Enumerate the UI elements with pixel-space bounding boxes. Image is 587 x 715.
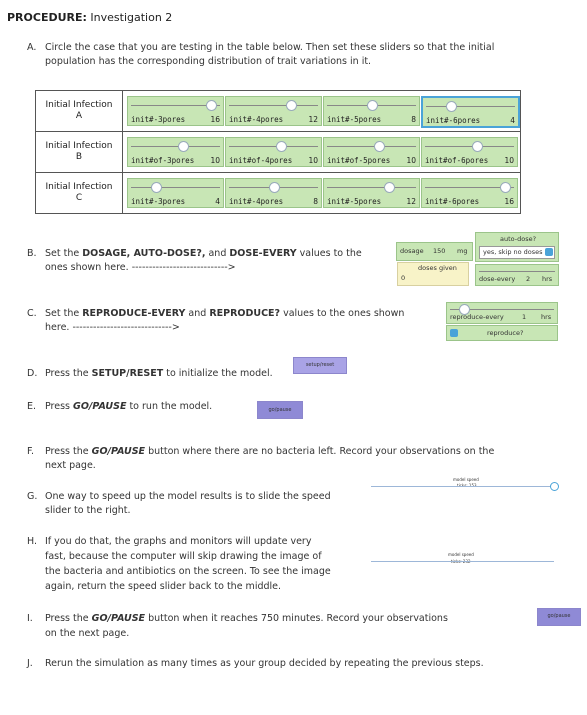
slider-knob[interactable]: [151, 182, 162, 193]
reproduce-switch[interactable]: [446, 325, 558, 341]
title-rest: Investigation 2: [86, 11, 173, 24]
dosage-value: 150: [433, 247, 446, 255]
slider-knob[interactable]: [276, 141, 287, 152]
init-slider[interactable]: [323, 178, 420, 208]
step-g-line1: One way to speed up the model results is to slide the speed: [45, 491, 331, 502]
slider-track: [131, 146, 220, 147]
step-a-letter: A.: [27, 42, 37, 53]
step-d-line: [45, 367, 273, 380]
checkbox-icon[interactable]: [450, 329, 458, 337]
init-slider[interactable]: [225, 178, 322, 208]
slider-label: init#of-6pores: [425, 156, 489, 165]
step-c-text: and: [185, 308, 210, 319]
step-b-text: Set the: [45, 248, 83, 259]
table-row: [36, 173, 521, 214]
reproduce-label: reproduce?: [487, 329, 524, 337]
speed-slider-knob[interactable]: [550, 482, 559, 491]
slider-value: 16: [504, 197, 514, 206]
row-label-title: Initial Infection: [45, 100, 113, 110]
step-e-bold: GO/PAUSE: [73, 401, 127, 412]
auto-dose-value: yes, skip no doses: [483, 248, 543, 256]
row-label-letter: A: [75, 111, 83, 121]
slider-label: init#-3pores: [131, 197, 186, 206]
setup-reset-button[interactable]: setup/reset: [293, 357, 347, 374]
slider-value: 10: [308, 156, 318, 165]
step-h-line1: If you do that, the graphs and monitors will update very: [45, 536, 312, 547]
step-i-line2: on the next page.: [45, 628, 130, 639]
table-row: [36, 132, 521, 173]
row-label-title: Initial Infection: [45, 141, 113, 151]
row-label: [36, 173, 123, 214]
slider-value: 10: [406, 156, 416, 165]
step-i-line1: [45, 612, 448, 625]
step-d-text: Press the: [45, 368, 92, 379]
slider-value: 4: [215, 197, 220, 206]
init-slider[interactable]: [323, 137, 420, 167]
step-g-line2: slider to the right.: [45, 505, 131, 516]
step-e-text: Press: [45, 401, 74, 412]
slider-knob[interactable]: [206, 100, 217, 111]
step-e-text: to run the model.: [126, 401, 213, 412]
init-slider[interactable]: [225, 137, 322, 167]
step-f-text: button where there are no bacteria left. Record your observations on the: [145, 446, 495, 457]
slider-value: 12: [406, 197, 416, 206]
speed-label: model speed: [448, 552, 474, 557]
step-f-line2: next page.: [45, 460, 96, 471]
slider-cell: [123, 91, 521, 132]
row-label: [36, 132, 123, 173]
slider-track: [327, 187, 416, 188]
step-j-letter: J.: [27, 658, 33, 669]
step-c-letter: C.: [27, 308, 37, 319]
slider-knob[interactable]: [384, 182, 395, 193]
slider-label: init#-6pores: [425, 197, 480, 206]
slider-knob[interactable]: [269, 182, 280, 193]
row-label: [36, 91, 123, 132]
go-pause-button-2[interactable]: [537, 608, 581, 626]
step-b-bold: DOSAGE, AUTO-DOSE?,: [82, 248, 206, 259]
step-b-text: and: [205, 248, 230, 259]
dose-every-label: dose-every: [479, 275, 516, 283]
init-slider[interactable]: [421, 137, 518, 167]
auto-dose-chooser[interactable]: [475, 232, 559, 262]
step-c-text: Set the: [45, 308, 83, 319]
chevron-down-icon[interactable]: [545, 248, 553, 256]
step-j-line1: Rerun the simulation as many times as your group decided by repeating the previous steps.: [45, 658, 484, 669]
step-e-letter: E.: [27, 401, 37, 412]
speed-label: model speed: [453, 477, 479, 482]
slider-knob[interactable]: [472, 141, 483, 152]
slider-label: init#of-5pores: [327, 156, 391, 165]
dosage-slider[interactable]: [396, 242, 473, 261]
step-c-line1: [45, 307, 404, 320]
slider-label: init#-4pores: [229, 197, 284, 206]
init-slider[interactable]: [127, 96, 224, 126]
step-d-letter: D.: [27, 368, 38, 379]
step-g-letter: G.: [27, 491, 38, 502]
go-pause-label: go/pause: [268, 407, 292, 413]
step-b-line2: ones shown here. ---------------------------->: [45, 262, 236, 273]
step-a-line1: Circle the case that you are testing in the table below. Then set these sliders so that the initial: [45, 42, 495, 53]
step-h-letter: H.: [27, 536, 37, 547]
step-f-letter: F.: [27, 446, 34, 457]
slider-label: init#-4pores: [229, 115, 284, 124]
step-c-bold: REPRODUCE-EVERY: [82, 308, 186, 319]
slider-label: init#-6pores: [426, 116, 481, 125]
table-row: [36, 91, 521, 132]
slider-knob[interactable]: [446, 101, 457, 112]
slider-value: 4: [510, 116, 515, 125]
row-label-letter: C: [75, 193, 83, 203]
step-f-line1: [45, 445, 494, 458]
init-slider[interactable]: [127, 137, 224, 167]
speed-slider-track[interactable]: [371, 486, 554, 487]
dose-every-unit: hrs: [542, 275, 553, 283]
slider-track: [131, 187, 220, 188]
init-slider[interactable]: [421, 96, 520, 128]
step-d-text: to initialize the model.: [163, 368, 273, 379]
step-f-text: Press the: [45, 446, 92, 457]
step-d-bold: SETUP/RESET: [91, 368, 164, 379]
step-i-letter: I.: [27, 613, 33, 624]
slider-knob[interactable]: [178, 141, 189, 152]
slider-track: [229, 146, 318, 147]
go-pause-label: go/pause: [547, 613, 571, 619]
step-h-line3: the bacteria and antibiotics on the screen. To see the image: [45, 566, 331, 577]
auto-dose-label: auto-dose?: [500, 235, 537, 243]
slider-knob[interactable]: [367, 100, 378, 111]
init-slider[interactable]: [225, 96, 322, 126]
step-a-line2: population has the corresponding distribution of trait variations in it.: [45, 56, 372, 67]
step-h-line4: again, return the speed slider back to the middle.: [45, 581, 282, 592]
slider-value: 10: [504, 156, 514, 165]
title-bold: PROCEDURE:: [7, 11, 87, 24]
go-pause-button[interactable]: [257, 401, 303, 419]
doses-given-value: 0: [401, 274, 406, 282]
slider-track: [327, 146, 416, 147]
slider-knob[interactable]: [374, 141, 385, 152]
slider-label: init#-3pores: [131, 115, 186, 124]
dosage-unit: mg: [457, 247, 468, 255]
step-b-letter: B.: [27, 248, 37, 259]
slider-value: 12: [308, 115, 318, 124]
reproduce-every-unit: hrs: [541, 313, 552, 321]
slider-track: [479, 271, 555, 272]
init-slider[interactable]: [127, 178, 224, 208]
page-title: [7, 11, 172, 24]
slider-value: 8: [411, 115, 416, 124]
step-b-line1: [45, 247, 362, 260]
reproduce-every-value: 1: [522, 313, 527, 321]
auto-dose-select[interactable]: [479, 246, 555, 259]
step-b-bold: DOSE-EVERY: [229, 248, 297, 259]
slider-track: [229, 105, 318, 106]
step-i-bold: GO/PAUSE: [91, 613, 146, 624]
dose-every-slider[interactable]: [475, 264, 559, 286]
step-c-line2: here. ----------------------------->: [45, 322, 180, 333]
row-label-title: Initial Infection: [45, 182, 113, 192]
step-f-bold: GO/PAUSE: [91, 446, 146, 457]
slider-knob[interactable]: [286, 100, 297, 111]
slider-label: init#of-4pores: [229, 156, 293, 165]
slider-value: 8: [313, 197, 318, 206]
step-e-line: [45, 400, 212, 413]
slider-cell: [123, 173, 521, 214]
slider-label: init#of-3pores: [131, 156, 195, 165]
slider-label: init#-5pores: [327, 115, 382, 124]
row-label-letter: B: [75, 152, 83, 162]
step-i-text: button when it reaches 750 minutes. Record your observations: [145, 613, 448, 624]
dose-every-value: 2: [526, 275, 531, 283]
doses-given-monitor: [397, 262, 469, 286]
speed-slider-track[interactable]: [371, 561, 554, 562]
init-slider[interactable]: [421, 178, 518, 208]
step-h-line2: fast, because the computer will skip drawing the image of: [45, 551, 322, 562]
step-b-text: values to the: [296, 248, 362, 259]
slider-label: init#-5pores: [327, 197, 382, 206]
step-i-text: Press the: [45, 613, 92, 624]
step-c-text: values to the ones shown: [280, 308, 405, 319]
doses-given-label: doses given: [418, 264, 457, 272]
slider-track: [426, 106, 515, 107]
reproduce-every-slider[interactable]: [446, 302, 558, 324]
slider-value: 16: [210, 115, 220, 124]
reproduce-every-label: reproduce-every: [450, 313, 504, 321]
step-c-bold: REPRODUCE?: [209, 308, 281, 319]
slider-knob[interactable]: [500, 182, 511, 193]
slider-track: [425, 146, 514, 147]
init-slider[interactable]: [323, 96, 420, 126]
infection-table: [35, 90, 521, 214]
dosage-label: dosage: [400, 247, 424, 255]
slider-value: 10: [210, 156, 220, 165]
slider-cell: [123, 132, 521, 173]
